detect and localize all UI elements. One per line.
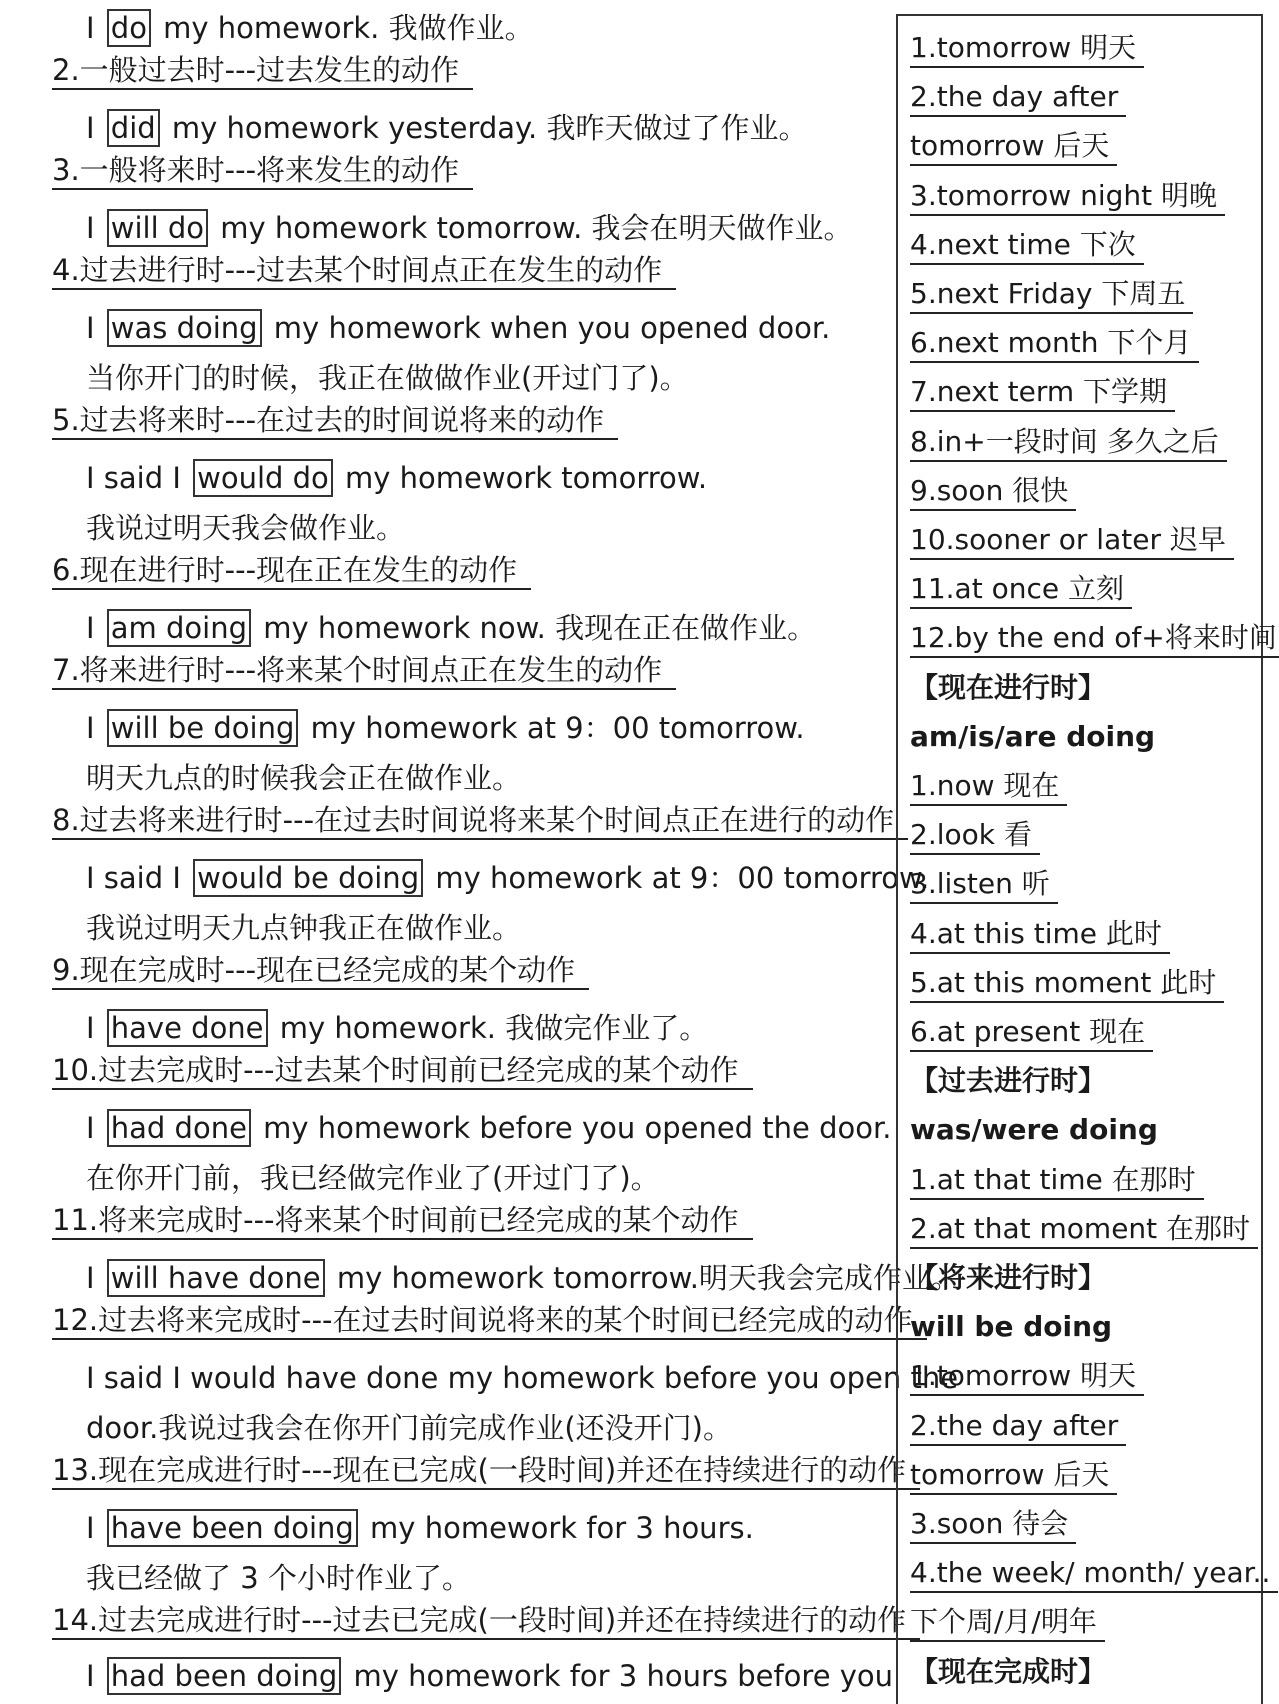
- sentence-before: I said I would have done my homework before you open the: [86, 1361, 959, 1395]
- example-sentence: [86, 708, 805, 748]
- sentence-after: my homework now. 我现在正在做作业。: [254, 611, 817, 645]
- section-label: [910, 1258, 1106, 1298]
- sentence-before: I: [86, 1111, 104, 1145]
- time-expression: [910, 274, 1193, 314]
- boxed-verb-phrase: will do: [107, 209, 208, 247]
- tense-heading: [52, 250, 676, 290]
- time-expression-text: 6.next month 下个月: [910, 325, 1199, 363]
- time-expression-text: 3.tomorrow night 明晚: [910, 178, 1225, 216]
- time-expression-text: 下个周/月/明年: [910, 1604, 1105, 1642]
- time-expression: [910, 618, 1279, 658]
- time-expression: [910, 963, 1224, 1003]
- time-expression-text: 1.tomorrow 明天: [910, 30, 1144, 68]
- sentence-before: I said I: [86, 861, 191, 895]
- time-expression-text: 【现在完成时】: [910, 1654, 1107, 1688]
- time-expression: [910, 471, 1076, 511]
- time-expression: [910, 1012, 1153, 1052]
- sentence-translation: 我说过明天我会做作业。: [86, 511, 406, 545]
- time-expression-text: 12.by the end of+将来时间: [910, 620, 1279, 658]
- time-expressions-panel: [896, 14, 1277, 1704]
- time-expression-text: will be doing: [910, 1310, 1113, 1344]
- boxed-verb-phrase: do: [107, 9, 151, 47]
- time-expression: [910, 766, 1067, 806]
- tense-heading: [52, 1300, 927, 1340]
- time-expression: [910, 28, 1144, 68]
- time-expression: [910, 323, 1199, 363]
- sentence-after: my homework. 我做完作业了。: [270, 1011, 709, 1045]
- tense-heading: [52, 800, 908, 840]
- sentence-before: I: [86, 611, 104, 645]
- sentence-before: I: [86, 11, 104, 45]
- tense-heading-text: 5.过去将来时---在过去的时间说将来的动作: [52, 402, 618, 440]
- tense-heading: [52, 1450, 920, 1490]
- time-expression-text: 3.listen 听: [910, 866, 1058, 904]
- sentence-translation: 明天九点的时候我会正在做作业。: [86, 761, 522, 795]
- time-expression: [910, 1602, 1105, 1642]
- time-expression: [910, 225, 1144, 265]
- time-expression-text: 6.at present 现在: [910, 1014, 1153, 1052]
- example-sentence: [86, 1008, 708, 1048]
- sentence-translation: 当你开门的时候，我正在做做作业(开过门了)。: [86, 361, 689, 395]
- example-sentence: [86, 1656, 893, 1696]
- example-sentence: [86, 608, 816, 648]
- time-expression-text: 11.at once 立刻: [910, 571, 1132, 609]
- sentence-before: I: [86, 311, 104, 345]
- time-expression: [910, 520, 1234, 560]
- sentence-after: my homework before you opened the door.: [253, 1111, 892, 1145]
- time-expression-text: 【现在进行时】: [910, 670, 1107, 704]
- time-expression-text: 4.next time 下次: [910, 227, 1144, 265]
- time-expression: [910, 1553, 1278, 1593]
- sentence-after: my homework tomorrow. 我会在明天做作业。: [211, 211, 853, 245]
- time-expression-text: was/were doing: [910, 1113, 1158, 1147]
- time-expression: [910, 815, 1040, 855]
- time-expression-text: 8.in+一段时间 多久之后: [910, 424, 1227, 462]
- time-expression: [910, 1504, 1076, 1544]
- sentence-before: I: [86, 211, 104, 245]
- time-expression-text: 1.at that time 在那时: [910, 1162, 1204, 1200]
- tense-heading-text: 3.一般将来时---将来发生的动作: [52, 152, 473, 190]
- boxed-verb-phrase: did: [107, 109, 160, 147]
- time-expression-text: 5.at this moment 此时: [910, 965, 1224, 1003]
- sentence-after: my homework at 9：00 tomorrow.: [426, 861, 930, 895]
- example-sentence: [86, 208, 853, 248]
- time-expression: [910, 1455, 1117, 1495]
- boxed-verb-phrase: was doing: [107, 309, 262, 347]
- time-expression: [910, 569, 1132, 609]
- section-label: [910, 668, 1106, 708]
- time-expression-text: 【将来进行时】: [910, 1261, 1107, 1294]
- tense-heading: [52, 50, 473, 90]
- sentence-after: my homework. 我做作业。: [153, 11, 534, 45]
- time-expression: [910, 1160, 1204, 1200]
- time-expression-text: 1.tomorrow 明天: [910, 1358, 1144, 1396]
- time-expression-text: 【过去进行时】: [910, 1064, 1107, 1098]
- time-expression-text: tomorrow 后天: [910, 128, 1117, 166]
- time-expression: [910, 126, 1117, 166]
- boxed-verb-phrase: have been doing: [107, 1509, 358, 1547]
- sentence-before: I: [86, 1261, 104, 1295]
- time-expression-text: tomorrow 后天: [910, 1457, 1117, 1495]
- sentence-after: my homework for 3 hours.: [360, 1511, 754, 1545]
- tense-heading-text: 12.过去将来完成时---在过去时间说将来的某个时间已经完成的动作: [52, 1302, 927, 1340]
- tense-heading: [52, 550, 531, 590]
- time-expression: [910, 864, 1058, 904]
- time-expression-text: 4.at this time 此时: [910, 916, 1170, 954]
- tense-heading-text: 10.过去完成时---过去某个时间前已经完成的某个动作: [52, 1052, 753, 1090]
- time-expression: [910, 914, 1170, 954]
- tense-heading: [52, 400, 618, 440]
- example-sentence: [86, 8, 534, 48]
- sentence-after: my homework yesterday. 我昨天做过了作业。: [162, 111, 808, 145]
- tense-heading: [52, 150, 473, 190]
- boxed-verb-phrase: am doing: [107, 609, 251, 647]
- section-label: [910, 717, 1155, 757]
- time-expression: [910, 77, 1126, 117]
- sentence-translation: 我说过明天九点钟我正在做作业。: [86, 911, 522, 945]
- section-label: [910, 1652, 1106, 1692]
- boxed-verb-phrase: had been doing: [107, 1657, 341, 1695]
- time-expression-text: 2.look 看: [910, 817, 1040, 855]
- example-sentence: [86, 1508, 754, 1548]
- tense-heading: [52, 950, 589, 990]
- tense-heading: [52, 1050, 753, 1090]
- time-expression-text: 4.the week/ month/ year..: [910, 1555, 1278, 1593]
- time-expression-text: 10.sooner or later 迟早: [910, 522, 1234, 560]
- tense-heading-text: 13.现在完成进行时---现在已完成(一段时间)并还在持续进行的动作: [52, 1452, 920, 1490]
- sentence-before: I: [86, 711, 104, 745]
- tense-heading-text: 4.过去进行时---过去某个时间点正在发生的动作: [52, 252, 676, 290]
- sentence-after: my homework tomorrow.明天我会完成作业。: [327, 1261, 960, 1295]
- section-label: [910, 1110, 1158, 1150]
- sentence-after: my homework when you opened door.: [264, 311, 831, 345]
- time-expression: [910, 176, 1225, 216]
- tense-heading-text: 9.现在完成时---现在已经完成的某个动作: [52, 952, 589, 990]
- sentence-after: my homework tomorrow.: [335, 461, 708, 495]
- boxed-verb-phrase: have done: [107, 1009, 268, 1047]
- tense-heading: [52, 1200, 753, 1240]
- example-sentence: [86, 1358, 958, 1398]
- time-expression: [910, 1406, 1126, 1446]
- example-sentence: [86, 1108, 891, 1148]
- example-sentence: [86, 858, 929, 898]
- boxed-verb-phrase: will be doing: [107, 709, 299, 747]
- tense-heading-text: 2.一般过去时---过去发生的动作: [52, 52, 473, 90]
- section-label: [910, 1307, 1112, 1347]
- example-sentence: [86, 108, 808, 148]
- boxed-verb-phrase: had done: [107, 1109, 251, 1147]
- sentence-after: my homework at 9：00 tomorrow.: [301, 711, 805, 745]
- tense-heading-text: 7.将来进行时---将来某个时间点正在发生的动作: [52, 652, 676, 690]
- time-expression-text: 5.next Friday 下周五: [910, 276, 1193, 314]
- boxed-verb-phrase: would be doing: [193, 859, 423, 897]
- time-expression-text: 7.next term 下学期: [910, 374, 1175, 412]
- time-expression-text: 3.soon 待会: [910, 1506, 1076, 1544]
- time-expression: [910, 422, 1227, 462]
- time-expression-text: 2.at that moment 在那时: [910, 1211, 1258, 1249]
- time-expression: [910, 372, 1175, 412]
- sentence-before: I: [86, 1511, 104, 1545]
- sentence-before: I: [86, 111, 104, 145]
- boxed-verb-phrase: would do: [193, 459, 333, 497]
- tense-heading-text: 8.过去将来进行时---在过去时间说将来某个时间点正在进行的动作: [52, 802, 908, 840]
- time-expression: [910, 1209, 1258, 1249]
- tense-heading: [52, 650, 676, 690]
- sentence-translation: 我已经做了 3 个小时作业了。: [86, 1561, 471, 1595]
- example-sentence: [86, 458, 707, 498]
- time-expression-text: 1.now 现在: [910, 768, 1067, 806]
- example-sentence: [86, 1258, 960, 1298]
- tense-heading: [52, 1600, 920, 1640]
- tense-heading-text: 11.将来完成时---将来某个时间前已经完成的某个动作: [52, 1202, 753, 1240]
- boxed-verb-phrase: will have done: [107, 1259, 325, 1297]
- sentence-after: my homework for 3 hours before you: [344, 1659, 894, 1693]
- time-expression-text: 2.the day after: [910, 1408, 1126, 1446]
- time-expression: [910, 1356, 1144, 1396]
- tense-heading-text: 6.现在进行时---现在正在发生的动作: [52, 552, 531, 590]
- sentence-translation: door.我说过我会在你开门前完成作业(还没开门)。: [86, 1411, 733, 1445]
- sentence-before: I: [86, 1659, 104, 1693]
- sentence-translation: 在你开门前，我已经做完作业了(开过门了)。: [86, 1161, 660, 1195]
- time-expression-text: 9.soon 很快: [910, 473, 1076, 511]
- section-label: [910, 1061, 1106, 1101]
- time-expression-text: am/is/are doing: [910, 719, 1156, 753]
- sentence-before: I: [86, 1011, 104, 1045]
- tense-heading-text: 14.过去完成进行时---过去已完成(一段时间)并还在持续进行的动作: [52, 1602, 920, 1640]
- sentence-before: I said I: [86, 461, 191, 495]
- time-expression-text: 2.the day after: [910, 79, 1126, 117]
- example-sentence: [86, 308, 830, 348]
